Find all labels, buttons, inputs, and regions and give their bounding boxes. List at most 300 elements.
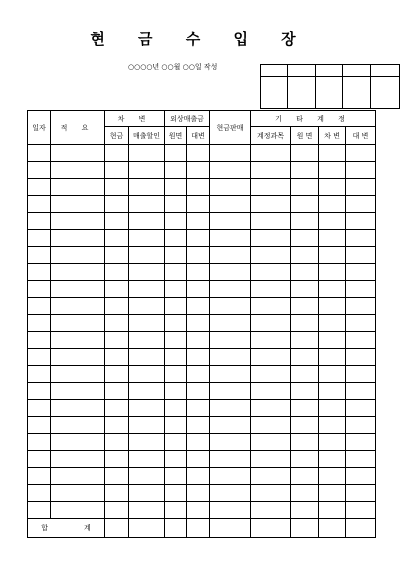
table-cell[interactable] xyxy=(105,247,129,264)
table-cell[interactable] xyxy=(165,332,187,349)
table-cell[interactable] xyxy=(251,230,291,247)
table-cell[interactable] xyxy=(187,315,210,332)
table-cell[interactable] xyxy=(187,281,210,298)
table-cell[interactable] xyxy=(346,179,376,196)
table-cell[interactable] xyxy=(105,383,129,400)
total-cell[interactable] xyxy=(291,519,319,538)
table-cell[interactable] xyxy=(129,383,165,400)
table-cell[interactable] xyxy=(165,400,187,417)
table-cell[interactable] xyxy=(165,434,187,451)
table-cell[interactable] xyxy=(210,417,251,434)
table-cell[interactable] xyxy=(251,400,291,417)
total-cell[interactable] xyxy=(187,519,210,538)
table-cell[interactable] xyxy=(291,417,319,434)
table-cell[interactable] xyxy=(51,383,105,400)
table-cell[interactable] xyxy=(346,264,376,281)
table-cell[interactable] xyxy=(51,196,105,213)
header-original: 원면 xyxy=(165,127,187,145)
table-cell[interactable] xyxy=(210,196,251,213)
table-cell[interactable] xyxy=(51,281,105,298)
table-cell[interactable] xyxy=(251,315,291,332)
table-cell[interactable] xyxy=(105,400,129,417)
table-cell[interactable] xyxy=(251,417,291,434)
table-cell[interactable] xyxy=(28,196,51,213)
table-cell[interactable] xyxy=(251,281,291,298)
table-cell[interactable] xyxy=(187,485,210,502)
table-cell[interactable] xyxy=(165,247,187,264)
table-cell[interactable] xyxy=(165,417,187,434)
table-cell[interactable] xyxy=(251,383,291,400)
table-cell[interactable] xyxy=(105,502,129,519)
table-cell[interactable] xyxy=(51,468,105,485)
approval-cell xyxy=(261,77,288,109)
table-cell[interactable] xyxy=(129,162,165,179)
header-cash: 현금 xyxy=(105,127,129,145)
table-cell[interactable] xyxy=(251,247,291,264)
table-cell[interactable] xyxy=(346,468,376,485)
table-cell[interactable] xyxy=(346,366,376,383)
table-cell[interactable] xyxy=(129,281,165,298)
total-cell[interactable] xyxy=(105,519,129,538)
table-cell[interactable] xyxy=(319,179,346,196)
table-cell[interactable] xyxy=(129,468,165,485)
table-cell[interactable] xyxy=(210,230,251,247)
table-cell[interactable] xyxy=(319,213,346,230)
table-cell[interactable] xyxy=(28,400,51,417)
table-cell[interactable] xyxy=(28,247,51,264)
table-cell[interactable] xyxy=(251,349,291,366)
table-cell[interactable] xyxy=(105,417,129,434)
table-cell[interactable] xyxy=(319,366,346,383)
approval-cell xyxy=(343,65,371,77)
table-row xyxy=(28,434,376,451)
table-cell[interactable] xyxy=(105,332,129,349)
table-cell[interactable] xyxy=(210,502,251,519)
table-cell[interactable] xyxy=(210,332,251,349)
header-credit-sales: 외상매출금 xyxy=(165,111,210,127)
table-cell[interactable] xyxy=(165,196,187,213)
table-cell[interactable] xyxy=(210,145,251,162)
table-cell[interactable] xyxy=(210,162,251,179)
table-cell[interactable] xyxy=(28,315,51,332)
table-cell[interactable] xyxy=(105,281,129,298)
table-cell[interactable] xyxy=(251,502,291,519)
header-other-debit: 차 변 xyxy=(319,127,346,145)
table-row xyxy=(28,315,376,332)
table-cell[interactable] xyxy=(319,434,346,451)
table-cell[interactable] xyxy=(129,315,165,332)
total-cell[interactable] xyxy=(251,519,291,538)
header-cash-sales: 현금판매 xyxy=(210,111,251,145)
table-row xyxy=(28,417,376,434)
table-cell[interactable] xyxy=(291,213,319,230)
header-other-original: 원 면 xyxy=(291,127,319,145)
table-cell[interactable] xyxy=(291,366,319,383)
table-cell[interactable] xyxy=(129,298,165,315)
table-cell[interactable] xyxy=(319,349,346,366)
table-row xyxy=(28,468,376,485)
table-cell[interactable] xyxy=(165,383,187,400)
approval-cell xyxy=(315,65,343,77)
table-cell[interactable] xyxy=(210,315,251,332)
table-cell[interactable] xyxy=(51,400,105,417)
table-cell[interactable] xyxy=(187,383,210,400)
table-cell[interactable] xyxy=(105,179,129,196)
table-cell[interactable] xyxy=(51,162,105,179)
approval-box xyxy=(260,64,400,109)
table-cell[interactable] xyxy=(28,502,51,519)
date-line: ○○○○년 ○○월 ○○일 작성 xyxy=(128,63,218,71)
table-cell[interactable] xyxy=(165,315,187,332)
table-cell[interactable] xyxy=(291,451,319,468)
approval-cell xyxy=(343,77,371,109)
table-cell[interactable] xyxy=(51,213,105,230)
table-cell[interactable] xyxy=(129,485,165,502)
table-row xyxy=(28,383,376,400)
table-cell[interactable] xyxy=(319,298,346,315)
table-cell[interactable] xyxy=(28,332,51,349)
table-cell[interactable] xyxy=(187,213,210,230)
table-cell[interactable] xyxy=(346,349,376,366)
table-cell[interactable] xyxy=(165,468,187,485)
table-cell[interactable] xyxy=(105,434,129,451)
table-cell[interactable] xyxy=(291,315,319,332)
approval-cell xyxy=(287,65,315,77)
table-cell[interactable] xyxy=(346,451,376,468)
table-cell[interactable] xyxy=(346,145,376,162)
table-cell[interactable] xyxy=(51,298,105,315)
table-cell[interactable] xyxy=(346,298,376,315)
table-cell[interactable] xyxy=(105,196,129,213)
document-title: 현 금 수 입 장 xyxy=(90,30,310,48)
table-cell[interactable] xyxy=(319,281,346,298)
table-cell[interactable] xyxy=(251,332,291,349)
table-row xyxy=(28,349,376,366)
total-cell[interactable] xyxy=(165,519,187,538)
table-cell[interactable] xyxy=(105,264,129,281)
table-cell[interactable] xyxy=(346,281,376,298)
table-cell[interactable] xyxy=(187,468,210,485)
table-cell[interactable] xyxy=(346,434,376,451)
table-cell[interactable] xyxy=(210,383,251,400)
table-cell[interactable] xyxy=(187,145,210,162)
table-cell[interactable] xyxy=(165,349,187,366)
header-credit: 대변 xyxy=(187,127,210,145)
table-cell[interactable] xyxy=(165,298,187,315)
table-cell[interactable] xyxy=(28,298,51,315)
table-cell[interactable] xyxy=(129,366,165,383)
table-cell[interactable] xyxy=(105,349,129,366)
table-cell[interactable] xyxy=(210,349,251,366)
table-cell[interactable] xyxy=(105,162,129,179)
table-cell[interactable] xyxy=(346,417,376,434)
table-cell[interactable] xyxy=(187,434,210,451)
table-cell[interactable] xyxy=(129,417,165,434)
table-cell[interactable] xyxy=(291,162,319,179)
table-cell[interactable] xyxy=(346,196,376,213)
table-cell[interactable] xyxy=(251,366,291,383)
table-cell[interactable] xyxy=(51,332,105,349)
table-cell[interactable] xyxy=(165,162,187,179)
approval-cell xyxy=(371,65,400,77)
table-cell[interactable] xyxy=(319,332,346,349)
total-cell[interactable] xyxy=(129,519,165,538)
table-cell[interactable] xyxy=(319,485,346,502)
table-cell[interactable] xyxy=(210,264,251,281)
table-cell[interactable] xyxy=(51,264,105,281)
table-row xyxy=(28,196,376,213)
table-row xyxy=(28,366,376,383)
table-cell[interactable] xyxy=(51,349,105,366)
table-cell[interactable] xyxy=(165,485,187,502)
table-row xyxy=(28,230,376,247)
table-row xyxy=(28,502,376,519)
table-cell[interactable] xyxy=(319,230,346,247)
total-cell[interactable] xyxy=(346,519,376,538)
table-cell[interactable] xyxy=(251,264,291,281)
table-cell[interactable] xyxy=(210,434,251,451)
table-cell[interactable] xyxy=(319,196,346,213)
table-cell[interactable] xyxy=(187,179,210,196)
table-cell[interactable] xyxy=(210,281,251,298)
table-cell[interactable] xyxy=(129,196,165,213)
table-cell[interactable] xyxy=(210,400,251,417)
table-cell[interactable] xyxy=(187,332,210,349)
table-cell[interactable] xyxy=(291,502,319,519)
approval-cell xyxy=(315,77,343,109)
table-cell[interactable] xyxy=(165,230,187,247)
table-cell[interactable] xyxy=(346,383,376,400)
approval-cell xyxy=(261,65,288,77)
table-cell[interactable] xyxy=(28,213,51,230)
table-cell[interactable] xyxy=(319,468,346,485)
table-cell[interactable] xyxy=(319,451,346,468)
table-cell[interactable] xyxy=(251,162,291,179)
ledger-table xyxy=(27,110,376,538)
table-cell[interactable] xyxy=(28,179,51,196)
table-cell[interactable] xyxy=(319,264,346,281)
header-date: 일자 xyxy=(28,111,51,145)
table-cell[interactable] xyxy=(291,434,319,451)
table-cell[interactable] xyxy=(129,349,165,366)
table-cell[interactable] xyxy=(346,247,376,264)
table-cell[interactable] xyxy=(129,247,165,264)
table-cell[interactable] xyxy=(187,349,210,366)
table-cell[interactable] xyxy=(165,281,187,298)
table-cell[interactable] xyxy=(28,366,51,383)
table-cell[interactable] xyxy=(51,451,105,468)
table-cell[interactable] xyxy=(251,196,291,213)
table-cell[interactable] xyxy=(165,366,187,383)
table-cell[interactable] xyxy=(346,400,376,417)
table-cell[interactable] xyxy=(210,298,251,315)
table-cell[interactable] xyxy=(28,485,51,502)
table-row xyxy=(28,281,376,298)
total-label xyxy=(28,519,105,538)
table-cell[interactable] xyxy=(251,468,291,485)
table-row xyxy=(28,247,376,264)
header-account: 계정과목 xyxy=(251,127,291,145)
table-cell[interactable] xyxy=(187,247,210,264)
table-cell[interactable] xyxy=(129,145,165,162)
table-cell[interactable] xyxy=(187,502,210,519)
table-cell[interactable] xyxy=(291,179,319,196)
table-cell[interactable] xyxy=(187,400,210,417)
header-summary: 적 요 xyxy=(51,111,105,145)
table-cell[interactable] xyxy=(51,230,105,247)
table-cell[interactable] xyxy=(28,417,51,434)
table-cell[interactable] xyxy=(28,145,51,162)
table-cell[interactable] xyxy=(291,281,319,298)
table-cell[interactable] xyxy=(319,400,346,417)
table-cell[interactable] xyxy=(129,451,165,468)
table-cell[interactable] xyxy=(319,315,346,332)
table-cell[interactable] xyxy=(291,145,319,162)
table-cell[interactable] xyxy=(210,213,251,230)
table-cell[interactable] xyxy=(129,179,165,196)
table-row xyxy=(28,451,376,468)
header-sales-discount: 매출할인 xyxy=(129,127,165,145)
table-cell[interactable] xyxy=(129,264,165,281)
table-cell[interactable] xyxy=(291,383,319,400)
table-cell[interactable] xyxy=(51,502,105,519)
table-cell[interactable] xyxy=(319,383,346,400)
table-cell[interactable] xyxy=(105,315,129,332)
table-cell[interactable] xyxy=(51,145,105,162)
table-row xyxy=(28,264,376,281)
table-cell[interactable] xyxy=(28,451,51,468)
table-cell[interactable] xyxy=(105,468,129,485)
table-cell[interactable] xyxy=(51,366,105,383)
table-cell[interactable] xyxy=(28,468,51,485)
table-cell[interactable] xyxy=(251,179,291,196)
table-cell[interactable] xyxy=(51,247,105,264)
table-cell[interactable] xyxy=(291,247,319,264)
table-cell[interactable] xyxy=(319,162,346,179)
table-cell[interactable] xyxy=(187,264,210,281)
table-cell[interactable] xyxy=(319,417,346,434)
table-cell[interactable] xyxy=(187,451,210,468)
table-cell[interactable] xyxy=(187,366,210,383)
total-label-left: 합 xyxy=(41,524,48,532)
table-cell[interactable] xyxy=(187,196,210,213)
table-cell[interactable] xyxy=(165,451,187,468)
table-cell[interactable] xyxy=(291,196,319,213)
table-cell[interactable] xyxy=(28,230,51,247)
table-cell[interactable] xyxy=(165,179,187,196)
table-cell[interactable] xyxy=(210,485,251,502)
table-cell[interactable] xyxy=(165,264,187,281)
table-cell[interactable] xyxy=(346,332,376,349)
table-row xyxy=(28,332,376,349)
table-cell[interactable] xyxy=(346,485,376,502)
table-cell[interactable] xyxy=(210,468,251,485)
table-cell[interactable] xyxy=(187,230,210,247)
table-cell[interactable] xyxy=(105,230,129,247)
table-cell[interactable] xyxy=(105,366,129,383)
table-cell[interactable] xyxy=(346,502,376,519)
table-cell[interactable] xyxy=(105,298,129,315)
table-cell[interactable] xyxy=(291,264,319,281)
table-cell[interactable] xyxy=(346,162,376,179)
table-cell[interactable] xyxy=(291,485,319,502)
table-cell[interactable] xyxy=(28,434,51,451)
table-cell[interactable] xyxy=(165,502,187,519)
table-cell[interactable] xyxy=(187,298,210,315)
table-cell[interactable] xyxy=(210,179,251,196)
table-cell[interactable] xyxy=(129,230,165,247)
table-cell[interactable] xyxy=(28,264,51,281)
table-cell[interactable] xyxy=(28,383,51,400)
table-cell[interactable] xyxy=(51,417,105,434)
table-cell[interactable] xyxy=(291,298,319,315)
table-cell[interactable] xyxy=(251,298,291,315)
table-cell[interactable] xyxy=(291,332,319,349)
table-row xyxy=(28,485,376,502)
table-row xyxy=(28,400,376,417)
table-cell[interactable] xyxy=(210,366,251,383)
table-cell[interactable] xyxy=(51,179,105,196)
header-other-accounts: 기 타 계 정 xyxy=(251,111,376,127)
table-cell[interactable] xyxy=(51,485,105,502)
table-cell[interactable] xyxy=(291,349,319,366)
table-cell[interactable] xyxy=(251,451,291,468)
table-cell[interactable] xyxy=(129,502,165,519)
table-cell[interactable] xyxy=(129,400,165,417)
table-cell[interactable] xyxy=(346,315,376,332)
table-cell[interactable] xyxy=(165,213,187,230)
table-cell[interactable] xyxy=(187,162,210,179)
table-cell[interactable] xyxy=(51,434,105,451)
table-cell[interactable] xyxy=(251,485,291,502)
table-cell[interactable] xyxy=(210,247,251,264)
table-cell[interactable] xyxy=(105,213,129,230)
table-row xyxy=(28,213,376,230)
total-cell[interactable] xyxy=(319,519,346,538)
table-cell[interactable] xyxy=(291,468,319,485)
total-label-right: 계 xyxy=(84,524,91,532)
table-cell[interactable] xyxy=(105,145,129,162)
table-cell[interactable] xyxy=(51,315,105,332)
table-cell[interactable] xyxy=(129,434,165,451)
table-row xyxy=(28,145,376,162)
table-cell[interactable] xyxy=(129,332,165,349)
table-cell[interactable] xyxy=(28,162,51,179)
table-cell[interactable] xyxy=(105,451,129,468)
table-cell[interactable] xyxy=(291,230,319,247)
table-cell[interactable] xyxy=(291,400,319,417)
table-cell[interactable] xyxy=(319,247,346,264)
table-cell[interactable] xyxy=(210,451,251,468)
table-cell[interactable] xyxy=(251,213,291,230)
table-cell[interactable] xyxy=(187,417,210,434)
table-cell[interactable] xyxy=(28,349,51,366)
table-cell[interactable] xyxy=(105,485,129,502)
total-cell[interactable] xyxy=(210,519,251,538)
table-cell[interactable] xyxy=(346,213,376,230)
table-cell[interactable] xyxy=(251,145,291,162)
table-cell[interactable] xyxy=(28,281,51,298)
table-cell[interactable] xyxy=(319,502,346,519)
table-row xyxy=(28,298,376,315)
table-cell[interactable] xyxy=(346,230,376,247)
table-cell[interactable] xyxy=(251,434,291,451)
table-cell[interactable] xyxy=(165,145,187,162)
table-cell[interactable] xyxy=(129,213,165,230)
table-row xyxy=(28,162,376,179)
table-cell[interactable] xyxy=(319,145,346,162)
approval-cell xyxy=(371,77,400,109)
